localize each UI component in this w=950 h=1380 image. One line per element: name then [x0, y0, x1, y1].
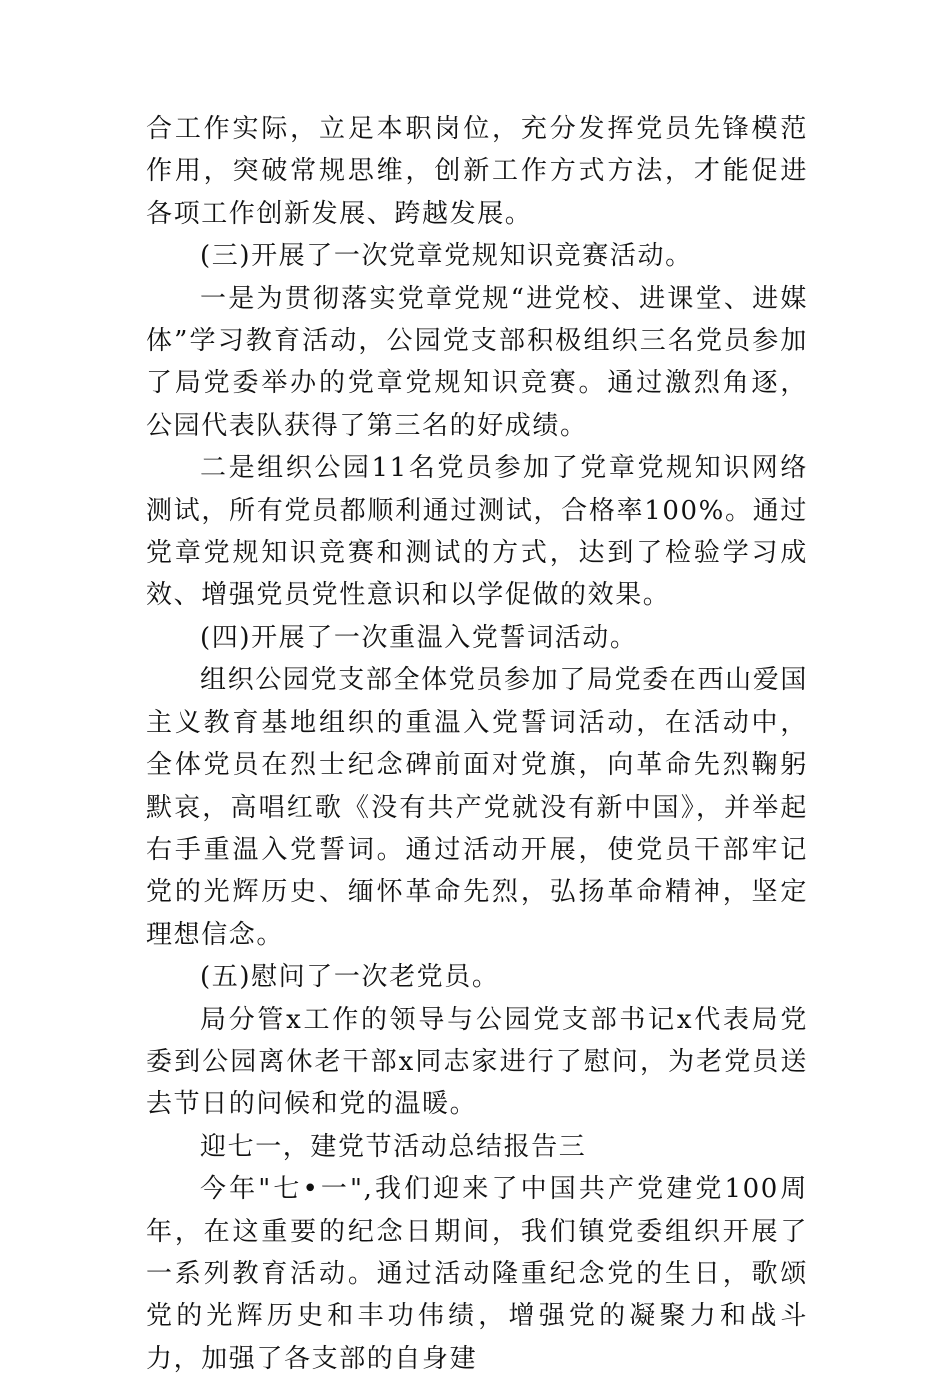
report-title-3: 迎七一，建党节活动总结报告三 [200, 1131, 587, 1162]
section-heading-5: (五)慰问了一次老党员。 [200, 962, 500, 993]
section-heading-3: (三)开展了一次党章党规知识竞赛活动。 [200, 241, 693, 272]
document-body [146, 108, 808, 1380]
paragraph-competition: 一是为贯彻落实党章党规“进党校、进课堂、进媒体”学习教育活动，公园党支部积极组织三名党员参加了局党委举办的党章党规知识竞赛。通过激烈角逐，公园代表队获得了第三名的好成绩。 [146, 283, 808, 441]
section-heading-4: (四)开展了一次重温入党誓词活动。 [200, 622, 638, 653]
paragraph-continuation: 合工作实际，立足本职岗位，充分发挥党员先锋模范作用，突破常规思维，创新工作方式方法，才能促进各项工作创新发展、跨越发展。 [146, 114, 808, 229]
paragraph-online-test: 二是组织公园11名党员参加了党章党规知识网络测试，所有党员都顺利通过测试，合格率100%。通过党章党规知识竞赛和测试的方式，达到了检验学习成效、增强党员党性意识和以学促做的效果。 [146, 453, 808, 611]
paragraph-anniversary: 今年"七•一",我们迎来了中国共产党建党100周年，在这重要的纪念日期间，我们镇党委组织开展了一系列教育活动。通过活动隆重纪念党的生日，歌颂党的光辉历史和丰功伟绩，增强党的凝聚力和战斗力，加强了各支部的自身建 [146, 1174, 808, 1374]
paragraph-visit-veterans: 局分管x工作的领导与公园党支部书记x代表局党委到公园离休老干部x同志家进行了慰问，为老党员送去节日的问候和党的温暖。 [146, 1004, 808, 1120]
paragraph-oath-activity: 组织公园党支部全体党员参加了局党委在西山爱国主义教育基地组织的重温入党誓词活动，在活动中，全体党员在烈士纪念碑前面对党旗，向革命先烈鞠躬默哀，高唱红歌《没有共产党就没有新中国》，并举起右手重温入党誓词。通过活动开展，使党员干部牢记党的光辉历史、缅怀革命先烈，弘扬革命精神，坚定理想信念。 [146, 665, 808, 950]
